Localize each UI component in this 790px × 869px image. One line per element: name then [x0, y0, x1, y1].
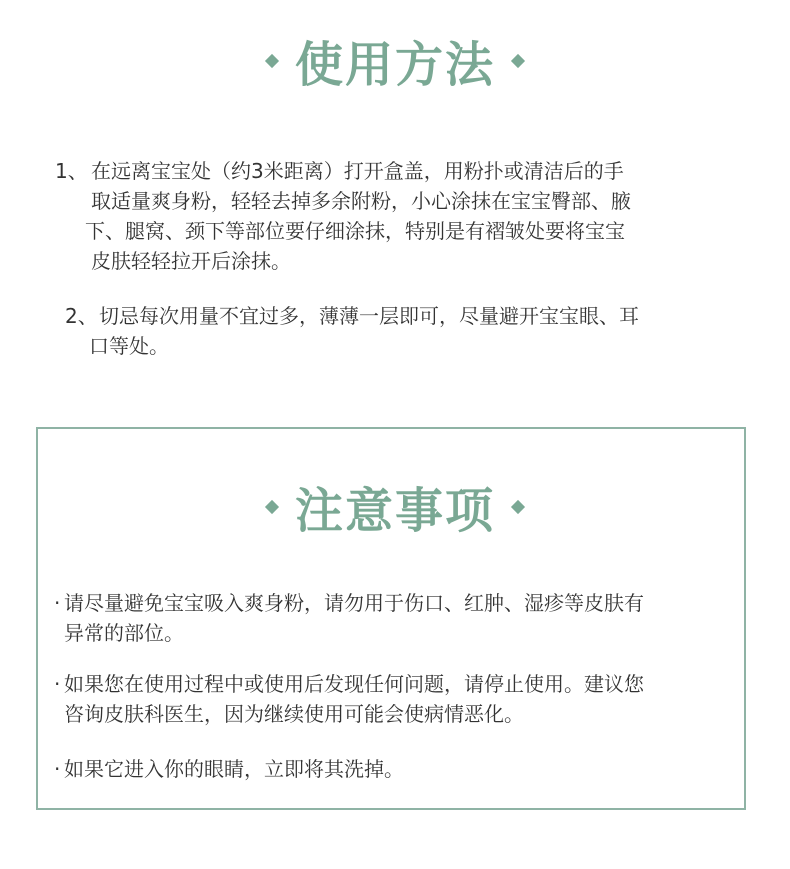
- usage-item-line: 取适量爽身粉，轻轻去掉多余附粉，小心涂抹在宝宝臀部、腋: [91, 189, 631, 213]
- notice-item-line: 如果它进入你的眼睛，立即将其洗掉。: [64, 757, 404, 781]
- usage-item-number: 2、: [65, 304, 98, 328]
- diamond-icon: [265, 54, 279, 68]
- bullet-icon: ·: [54, 757, 61, 781]
- notice-item-line: 咨询皮肤科医生，因为继续使用可能会使病情恶化。: [64, 702, 524, 726]
- usage-item-line: 口等处。: [89, 334, 169, 358]
- notice-item: [54, 669, 754, 729]
- usage-section-title: [0, 32, 790, 95]
- notice-item-line: 异常的部位。: [64, 621, 184, 645]
- notice-section-title: [0, 478, 790, 541]
- notice-item: [54, 588, 754, 648]
- bullet-icon: ·: [54, 591, 61, 615]
- usage-item-2: [65, 301, 765, 361]
- usage-item-line: 切忌每次用量不宜过多，薄薄一层即可，尽量避开宝宝眼、耳: [99, 304, 639, 328]
- bullet-icon: ·: [54, 672, 61, 696]
- notice-item-line: 请尽量避免宝宝吸入爽身粉，请勿用于伤口、红肿、湿疹等皮肤有: [64, 591, 644, 615]
- notice-title-text: 注意事项: [294, 483, 495, 539]
- diamond-icon: [265, 500, 279, 514]
- usage-item-line: 皮肤轻轻拉开后涂抹。: [91, 249, 291, 273]
- usage-item-line: 在远离宝宝处（约3米距离）打开盒盖，用粉扑或清洁后的手: [91, 159, 624, 183]
- usage-item-1: [55, 156, 755, 276]
- notice-item: [54, 754, 754, 784]
- usage-item-line: 下、腿窝、颈下等部位要仔细涂抹，特别是有褶皱处要将宝宝: [85, 219, 625, 243]
- diamond-icon: [511, 500, 525, 514]
- diamond-icon: [511, 54, 525, 68]
- usage-title-text: 使用方法: [294, 37, 495, 93]
- usage-item-number: 1、: [55, 159, 88, 183]
- notice-item-line: 如果您在使用过程中或使用后发现任何问题，请停止使用。建议您: [64, 672, 644, 696]
